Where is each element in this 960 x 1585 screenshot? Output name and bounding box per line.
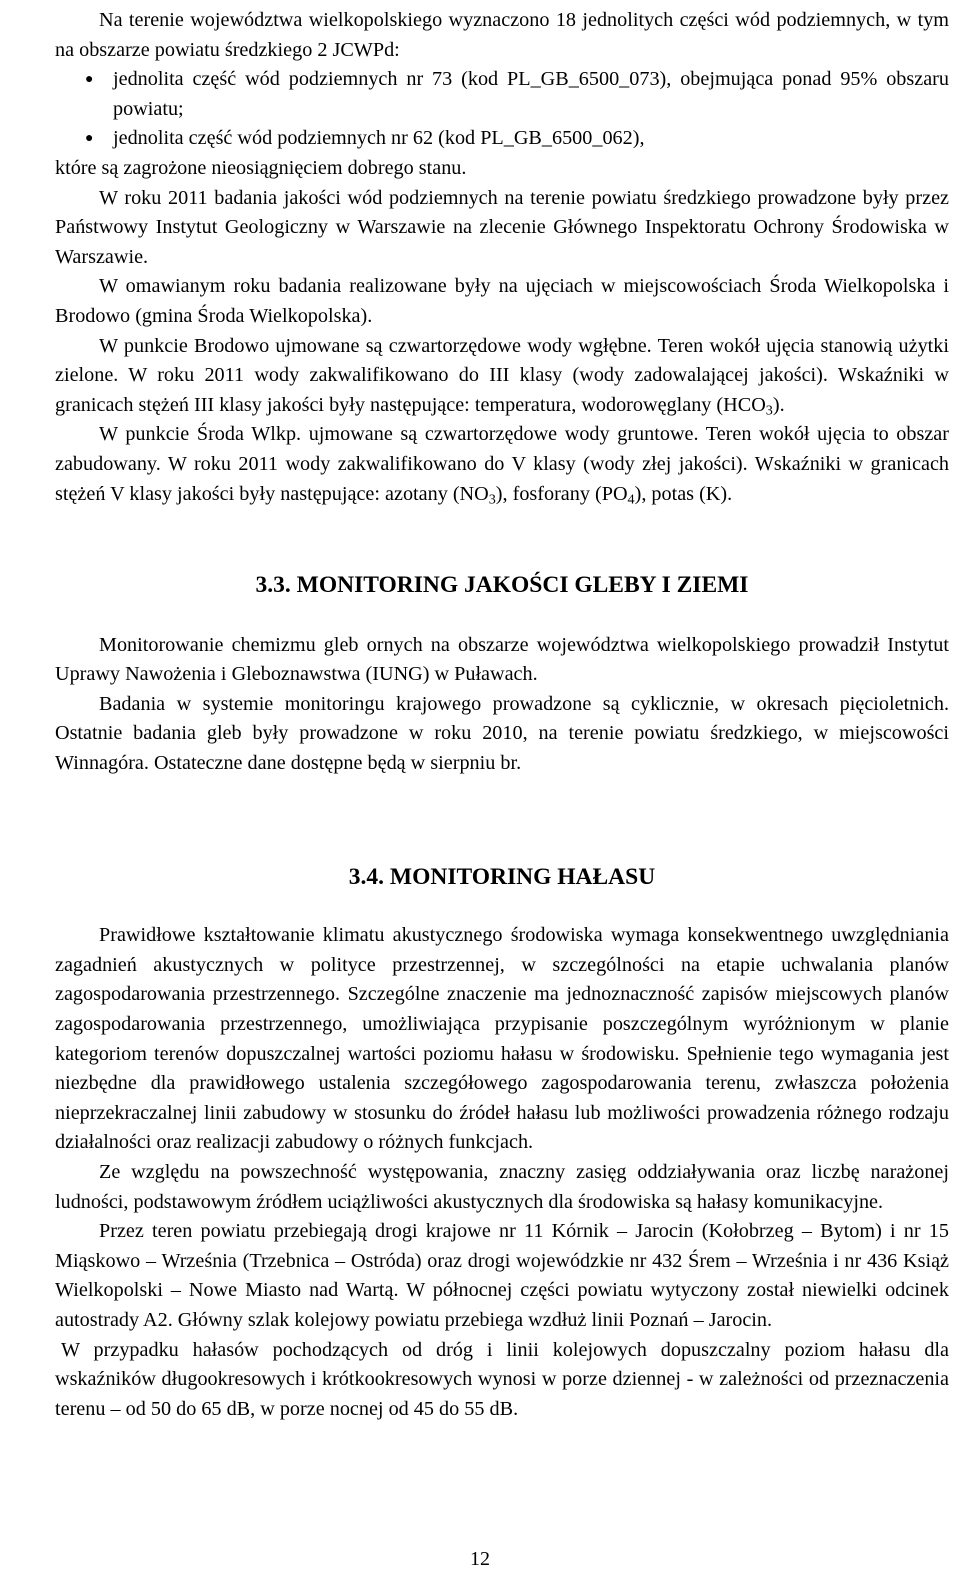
sroda-text: W punkcie Środa Wlkp. ujmowane są czwartorzędowe wody gruntowe. Teren wokół ujęcia to obszar zabudowany. W roku 2011 wody zakwalifikowano do V klasy (wody złej jakości). Wskaźniki w granicach stężeń V klasy jakości były następujące: azotany (NO: [55, 423, 949, 505]
paragraph-drogi: Przez teren powiatu przebiegają drogi krajowe nr 11 Kórnik – Jarocin (Kołobrzeg – Bytom) i nr 15 Miąskowo – Września (Trzebnica – Ostróda) oraz drogi wojewódzkie nr 432 Śrem – Września i nr 436 Książ Wielkopolski – Nowe Miasto nad Wartą. W północnej części powiatu wytyczony został niewielki odcinek autostrady A2. Główny szlak kolejowy powiatu przebiega wzdłuż linii Poznań – Jarocin.: [55, 1220, 949, 1331]
paragraph-klimat-akustyczny: Prawidłowe kształtowanie klimatu akustycznego środowiska wymaga konsekwentnego uwzględniania zagadnień akustycznych w polityce przestrzennej, w szczególności na etapie uchwalania planów zagospodarowania przestrzennego. Szczególne znaczenie ma jednoznaczność zapisów miejscowych planów zagospodarowania przestrzennego, umożliwiająca przypisanie poszczególnym wyróżnionym w planie kategoriom terenów dopuszczalnej wartości poziomu hałasu w środowisku. Spełnienie tego wymagania jest niezbędne dla prawidłowego ustalenia szczegółowego zagospodarowania terenu, zwłaszcza położenia nieprzekraczalnej linii zabudowy w stosunku do źródeł hałasu lub możliwości prowadzenia różnego rodzaju działalności oraz realizacji zabudowy o różnych funkcjach.: [55, 924, 949, 1154]
sroda-text-end: ), potas (K).: [634, 482, 733, 505]
list-item-text: jednolita część wód podziemnych nr 73 (kod PL_GB_6500_073), obejmująca ponad 95% obszaru powiatu;: [113, 68, 949, 120]
list-item: [55, 65, 949, 124]
bullet-icon: ●: [85, 131, 94, 147]
page-number: 12: [470, 1548, 490, 1570]
paragraph-jcwpd-intro: Na terenie województwa wielkopolskiego wyznaczono 18 jednolitych części wód podziemnych, w tym na obszarze powiatu średzkiego 2 JCWPd:: [55, 9, 949, 61]
brodowo-text: W punkcie Brodowo ujmowane są czwartorzędowe wody wgłębne. Teren wokół ujęcia stanowią użytki zielone. W roku 2011 wody zakwalifikowano do III klasy (wody zadowalającej jakości). Wskaźniki w granicach stężeń III klasy jakości były następujące: temperatura, wodorowęglany (HCO: [55, 334, 949, 416]
brodowo-text-end: ).: [772, 393, 785, 416]
list-item: [55, 124, 949, 154]
list-item-text: jednolita część wód podziemnych nr 62 (kod PL_GB_6500_062),: [113, 127, 645, 150]
paragraph-brodowo: [55, 332, 949, 421]
paragraph-sroda: [55, 420, 949, 509]
subscript: 3: [488, 491, 496, 508]
section-heading-gleby: 3.3. MONITORING JAKOŚCI GLEBY I ZIEMI: [255, 572, 749, 599]
paragraph-ujecia: W omawianym roku badania realizowane były na ujęciach w miejscowościach Środa Wielkopolska i Brodowo (gmina Środa Wielkopolska).: [55, 275, 949, 327]
paragraph-dopuszczalny-poziom: W przypadku hałasów pochodzących od dróg i linii kolejowych dopuszczalny poziom hałasu dla wskaźników długookresowych i krótkookresowych wynosi w porze dziennej - w zależności od przeznaczenia terenu – od 50 do 65 dB, w porze nocnej od 45 do 55 dB.: [55, 1338, 949, 1420]
paragraph-badania-2011: W roku 2011 badania jakości wód podziemnych na terenie powiatu średzkiego prowadzone były przez Państwowy Instytut Geologiczny w Warszawie na zlecenie Głównego Inspektoratu Ochrony Środowiska w Warszawie.: [55, 186, 949, 268]
section-heading-halas: 3.4. MONITORING HAŁASU: [348, 863, 656, 890]
document-page: [55, 6, 949, 1424]
bullet-icon: ●: [85, 72, 94, 88]
sroda-text-mid: ), fosforany (PO: [495, 482, 628, 505]
paragraph-iung: Monitorowanie chemizmu gleb ornych na obszarze województwa wielkopolskiego prowadził Instytut Uprawy Nawożenia i Gleboznawstwa (IUNG) w Puławach.: [55, 633, 949, 686]
subscript: 3: [765, 402, 773, 419]
paragraph-badania-gleb: Badania w systemie monitoringu krajowego prowadzone są cyklicznie, w okresach pięcioletnich. Ostatnie badania gleb były prowadzone w roku 2010, na terenie powiatu średzkiego, w miejscowości Winnagóra. Ostateczne dane dostępne będą w sierpniu br.: [55, 692, 949, 775]
paragraph-halasy-komunikacyjne: Ze względu na powszechność występowania, znaczny zasięg oddziaływania oraz liczbę narażonej ludności, podstawowym źródłem uciążliwości akustycznych dla środowiska są hałasy komunikacyjne.: [55, 1161, 949, 1213]
list-continuation: które są zagrożone nieosiągnięciem dobrego stanu.: [55, 156, 467, 179]
jcwpd-list: [55, 65, 949, 154]
subscript: 4: [627, 491, 635, 508]
